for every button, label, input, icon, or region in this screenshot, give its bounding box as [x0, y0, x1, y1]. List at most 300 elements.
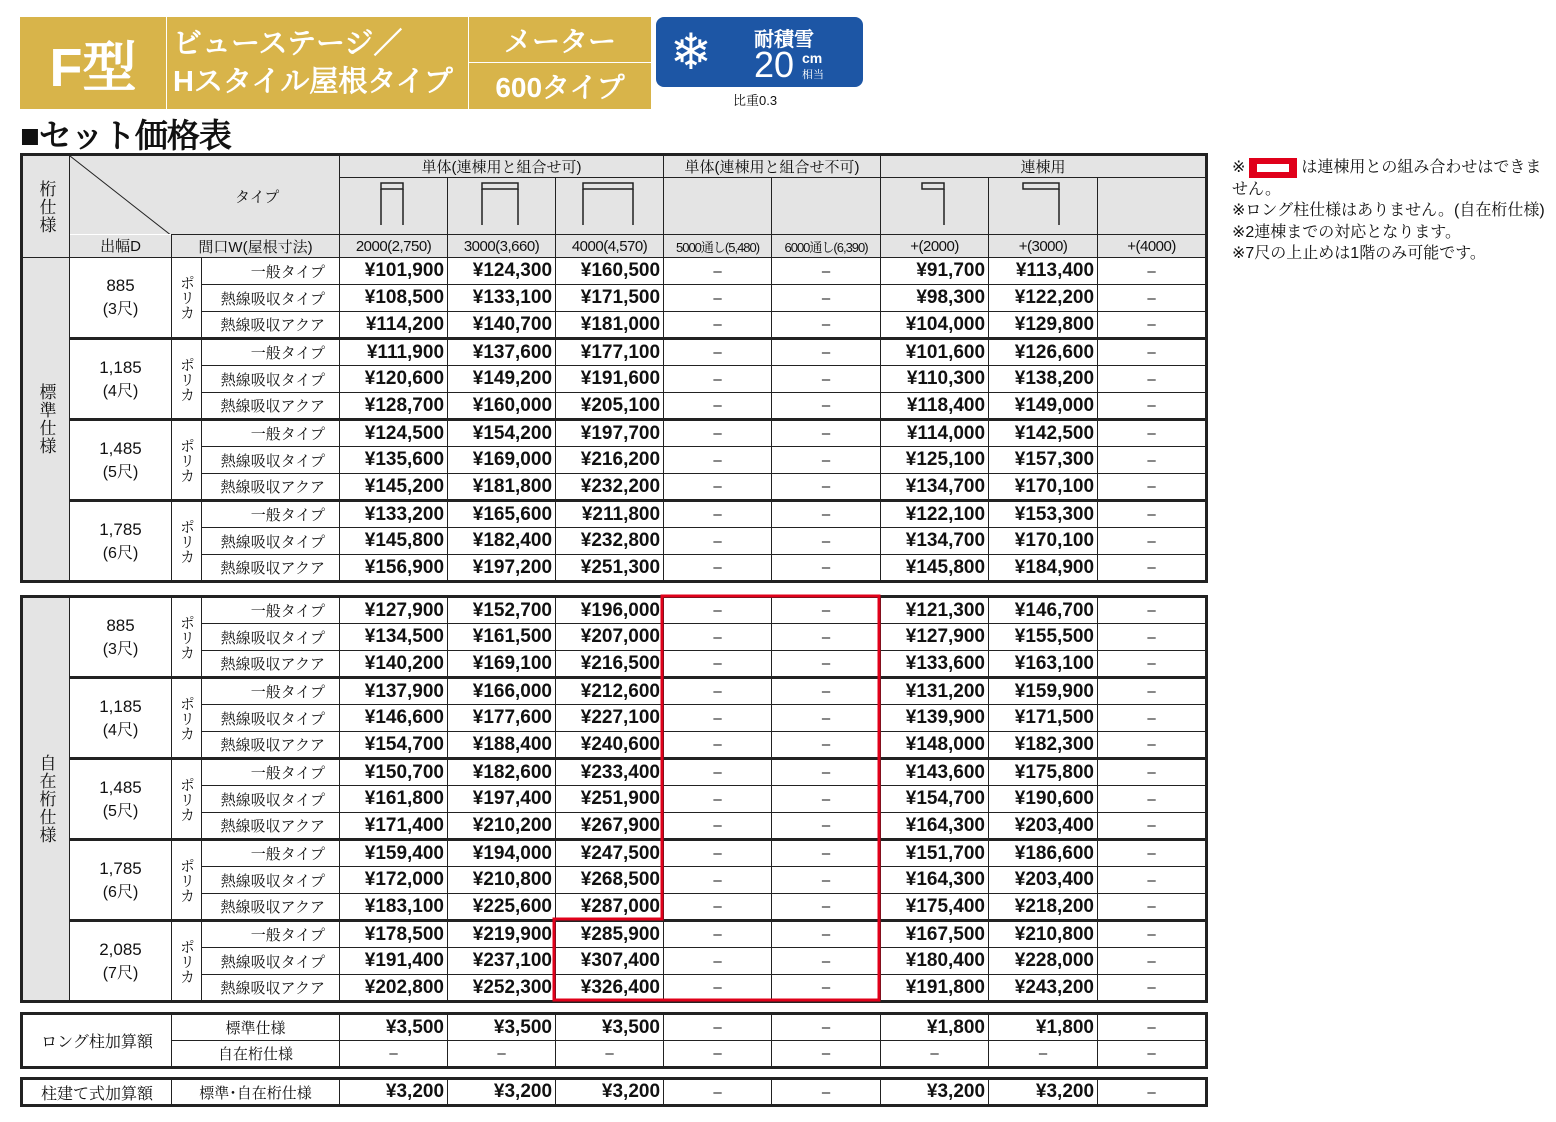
depth-shaku: (7尺) [102, 964, 139, 982]
price-cell: ¥203,400 [989, 813, 1098, 840]
price-cell: – [772, 759, 881, 786]
price-cell: ¥114,000 [881, 420, 989, 447]
price-cell: – [1098, 867, 1207, 894]
note-1: ※ は連棟用との組み合わせはできません。 [1232, 159, 1542, 198]
price-cell: ¥207,000 [556, 624, 664, 651]
price-cell: ¥170,100 [989, 528, 1098, 555]
depth-cell [70, 597, 172, 678]
material-label: ポリカ [172, 258, 202, 339]
price-cell: – [772, 921, 881, 948]
table-row [22, 597, 1207, 624]
price-cell: ¥146,600 [340, 705, 448, 732]
price-cell: ¥182,600 [448, 759, 556, 786]
price-cell: – [664, 651, 772, 678]
price-cell: ¥146,700 [989, 597, 1098, 624]
price-cell: ¥1,800 [989, 1014, 1098, 1041]
table-row [22, 339, 1207, 366]
price-cell: ¥142,500 [989, 420, 1098, 447]
price-cell: – [772, 867, 881, 894]
roof-type-label: 一般タイプ [202, 759, 340, 786]
price-cell: ¥159,900 [989, 678, 1098, 705]
depth-cell [70, 840, 172, 921]
price-cell: – [664, 867, 772, 894]
price-cell: – [772, 285, 881, 312]
price-cell: ¥152,700 [448, 597, 556, 624]
price-cell: – [772, 651, 881, 678]
material-label: ポリカ [172, 339, 202, 420]
price-cell: ¥111,900 [340, 339, 448, 366]
price-cell: ¥172,000 [340, 867, 448, 894]
price-cell: – [772, 501, 881, 528]
price-cell: ¥211,800 [556, 501, 664, 528]
price-cell: ¥237,100 [448, 948, 556, 975]
section-title: ■セット価格表 [20, 117, 231, 154]
price-cell: ¥125,100 [881, 447, 989, 474]
size-header: 2000(2,750) [340, 235, 448, 258]
price-cell: ¥175,800 [989, 759, 1098, 786]
price-cell: – [664, 921, 772, 948]
price-cell: – [664, 312, 772, 339]
price-cell: ¥3,200 [448, 1079, 556, 1106]
price-cell: ¥127,900 [881, 624, 989, 651]
note-2: ※ロング柱仕様はありません。(自在桁仕様) [1232, 202, 1545, 219]
price-cell: ¥118,400 [881, 393, 989, 420]
price-cell: ¥182,400 [448, 528, 556, 555]
depth-shaku: (5尺) [102, 802, 139, 820]
price-cell: ¥3,500 [340, 1014, 448, 1041]
price-cell: – [772, 1041, 881, 1068]
price-cell: ¥149,000 [989, 393, 1098, 420]
roof-type-label: 熱線吸収タイプ [202, 447, 340, 474]
price-cell: – [772, 528, 881, 555]
roof-type-label: 一般タイプ [202, 840, 340, 867]
price-cell: ¥133,600 [881, 651, 989, 678]
price-cell: ¥149,200 [448, 366, 556, 393]
price-cell: ¥251,900 [556, 786, 664, 813]
price-cell: ¥181,000 [556, 312, 664, 339]
price-cell: ¥181,800 [448, 474, 556, 501]
depth-cell [70, 339, 172, 420]
price-cell: ¥177,100 [556, 339, 664, 366]
group-header-single-not-combinable: 単体(連棟用と組合せ不可) [664, 155, 881, 178]
price-cell: ¥154,700 [340, 732, 448, 759]
price-cell: – [772, 447, 881, 474]
price-cell: – [1098, 285, 1207, 312]
roof-type-label: 熱線吸収タイプ [202, 366, 340, 393]
price-cell: ¥145,200 [340, 474, 448, 501]
roof-type-label: 一般タイプ [202, 258, 340, 285]
price-cell: ¥145,800 [340, 528, 448, 555]
roof-type-label: 一般タイプ [202, 678, 340, 705]
price-cell: – [772, 555, 881, 582]
price-cell: ¥154,700 [881, 786, 989, 813]
price-cell: ¥170,100 [989, 474, 1098, 501]
price-cell: – [772, 840, 881, 867]
price-cell: – [772, 732, 881, 759]
material-label: ポリカ [172, 501, 202, 582]
price-cell: – [1098, 786, 1207, 813]
price-cell: ¥232,200 [556, 474, 664, 501]
price-cell: ¥219,900 [448, 921, 556, 948]
price-cell: ¥202,800 [340, 975, 448, 1002]
roof-type-label: 熱線吸収タイプ [202, 285, 340, 312]
price-cell: ¥178,500 [340, 921, 448, 948]
type-label [469, 17, 651, 109]
price-cell: ¥140,700 [448, 312, 556, 339]
price-cell: ¥216,200 [556, 447, 664, 474]
red-box-legend [1249, 158, 1297, 178]
price-cell: ¥154,200 [448, 420, 556, 447]
price-cell: ¥145,800 [881, 555, 989, 582]
table-row [22, 921, 1207, 948]
roof-type-label: 熱線吸収アクア [202, 312, 340, 339]
price-cell: – [772, 1014, 881, 1041]
series-name [167, 17, 468, 109]
price-cell: ¥285,900 [556, 921, 664, 948]
price-cell: ¥1,800 [881, 1014, 989, 1041]
price-cell: – [772, 366, 881, 393]
type-line-2: 600タイプ [495, 72, 625, 103]
price-cell: ¥122,100 [881, 501, 989, 528]
depth-value: 1,185 [99, 696, 142, 716]
price-cell: ¥126,600 [989, 339, 1098, 366]
price-cell: ¥129,800 [989, 312, 1098, 339]
price-cell: – [772, 597, 881, 624]
depth-shaku: (3尺) [102, 301, 139, 318]
roof-type-label: 一般タイプ [202, 339, 340, 366]
roof-type-label: 熱線吸収アクア [202, 894, 340, 921]
table-row [22, 759, 1207, 786]
price-cell: ¥151,700 [881, 840, 989, 867]
size-header: +(3000) [989, 235, 1098, 258]
size-header: 6000通し(6,390) [772, 235, 881, 258]
frame-2000-icon [340, 178, 448, 235]
price-cell: ¥165,600 [448, 501, 556, 528]
price-cell: – [1098, 366, 1207, 393]
price-cell: – [1098, 732, 1207, 759]
type-label: タイプ [235, 189, 280, 206]
connect-2000-icon [881, 178, 989, 235]
depth-header: 出幅D [70, 235, 172, 258]
long-pillar-table [20, 1012, 1208, 1069]
price-cell: ¥133,200 [340, 501, 448, 528]
roof-type-label: 熱線吸収アクア [202, 474, 340, 501]
price-cell: ¥212,600 [556, 678, 664, 705]
price-cell: – [1098, 528, 1207, 555]
price-cell: ¥167,500 [881, 921, 989, 948]
price-table-standard [20, 153, 1208, 583]
price-cell: – [664, 786, 772, 813]
price-cell: – [664, 840, 772, 867]
price-cell: – [664, 555, 772, 582]
depth-shaku: (6尺) [102, 544, 139, 562]
price-cell: – [1098, 393, 1207, 420]
price-cell: – [989, 1041, 1098, 1068]
price-cell: ¥182,300 [989, 732, 1098, 759]
roof-type-label: 熱線吸収タイプ [202, 948, 340, 975]
snow-unit-note: 相当 [802, 69, 824, 81]
frame-4000-icon [556, 178, 664, 235]
table-row [22, 420, 1207, 447]
price-cell: ¥164,300 [881, 867, 989, 894]
price-cell: ¥3,200 [556, 1079, 664, 1106]
price-cell: ¥137,600 [448, 339, 556, 366]
price-cell: – [664, 447, 772, 474]
price-cell: ¥197,200 [448, 555, 556, 582]
price-cell: – [664, 285, 772, 312]
price-cell: ¥155,500 [989, 624, 1098, 651]
price-cell: ¥153,300 [989, 501, 1098, 528]
price-cell: ¥3,200 [989, 1079, 1098, 1106]
price-cell: ¥137,900 [340, 678, 448, 705]
price-cell: – [772, 894, 881, 921]
price-cell: – [772, 312, 881, 339]
price-cell: ¥135,600 [340, 447, 448, 474]
price-cell: – [664, 1041, 772, 1068]
price-cell: – [1098, 597, 1207, 624]
material-label: ポリカ [172, 678, 202, 759]
price-cell: ¥3,500 [448, 1014, 556, 1041]
price-cell: ¥177,600 [448, 705, 556, 732]
price-cell: ¥91,700 [881, 258, 989, 285]
price-cell: – [772, 678, 881, 705]
price-cell: ¥188,400 [448, 732, 556, 759]
price-cell: – [1098, 705, 1207, 732]
price-cell: ¥3,200 [340, 1079, 448, 1106]
price-cell: ¥184,900 [989, 555, 1098, 582]
roof-type-label: 熱線吸収アクア [202, 732, 340, 759]
price-cell: ¥134,700 [881, 474, 989, 501]
price-cell: – [1098, 921, 1207, 948]
material-label: ポリカ [172, 921, 202, 1002]
price-cell: – [664, 732, 772, 759]
price-cell: – [664, 393, 772, 420]
roof-type-label: 熱線吸収アクア [202, 393, 340, 420]
price-cell: ¥243,200 [989, 975, 1098, 1002]
series-line-2: Hスタイル屋根タイプ [173, 66, 453, 98]
price-cell: – [1098, 624, 1207, 651]
note-3: ※2連棟までの対応となります。 [1232, 223, 1462, 241]
size-header: +(2000) [881, 235, 989, 258]
connect-3000-icon [989, 178, 1098, 235]
beam-spec-label: 自在桁仕様 [22, 597, 70, 1002]
price-cell: ¥110,300 [881, 366, 989, 393]
series-line-1: ビューステージ／ [173, 28, 403, 60]
price-cell: – [664, 528, 772, 555]
price-cell: ¥251,300 [556, 555, 664, 582]
price-cell: ¥163,100 [989, 651, 1098, 678]
table-row [22, 1079, 1207, 1106]
price-cell: – [664, 813, 772, 840]
price-cell: ¥122,200 [989, 285, 1098, 312]
price-cell: – [1098, 501, 1207, 528]
price-cell: – [664, 420, 772, 447]
model-label: F型 [20, 17, 166, 109]
price-cell: – [664, 474, 772, 501]
price-cell: ¥210,800 [448, 867, 556, 894]
group-header-single-combinable: 単体(連棟用と組合せ可) [340, 155, 664, 178]
depth-value: 1,185 [99, 357, 142, 377]
depth-value: 1,485 [99, 777, 142, 797]
price-cell: ¥210,200 [448, 813, 556, 840]
price-cell: – [664, 366, 772, 393]
price-cell: – [772, 339, 881, 366]
price-cell: ¥240,600 [556, 732, 664, 759]
snow-unit: cm [802, 50, 823, 66]
spec-label: 標準仕様 [172, 1014, 340, 1041]
depth-cell [70, 759, 172, 840]
price-cell: – [664, 705, 772, 732]
price-cell: – [664, 975, 772, 1002]
price-cell: ¥191,800 [881, 975, 989, 1002]
price-cell: ¥183,100 [340, 894, 448, 921]
price-cell: – [772, 975, 881, 1002]
price-cell: ¥171,500 [556, 285, 664, 312]
price-cell: ¥113,400 [989, 258, 1098, 285]
price-cell: ¥150,700 [340, 759, 448, 786]
price-cell: – [772, 258, 881, 285]
price-cell: – [772, 474, 881, 501]
price-cell: – [664, 894, 772, 921]
price-cell: ¥127,900 [340, 597, 448, 624]
roof-type-label: 熱線吸収タイプ [202, 867, 340, 894]
price-cell: ¥140,200 [340, 651, 448, 678]
price-cell: ¥121,300 [881, 597, 989, 624]
price-table-free-beam [20, 595, 1208, 1003]
material-label: ポリカ [172, 597, 202, 678]
snow-load-badge [656, 17, 863, 87]
depth-shaku: (3尺) [102, 640, 139, 658]
material-label: ポリカ [172, 420, 202, 501]
price-cell: ¥218,200 [989, 894, 1098, 921]
price-cell: ¥225,600 [448, 894, 556, 921]
size-header: 3000(3,660) [448, 235, 556, 258]
roof-type-label: 熱線吸収アクア [202, 813, 340, 840]
price-cell: ¥114,200 [340, 312, 448, 339]
size-header: +(4000) [1098, 235, 1207, 258]
price-cell: – [1098, 1014, 1207, 1041]
price-cell: ¥124,300 [448, 258, 556, 285]
beam-spec-header: 桁仕様 [22, 155, 70, 258]
depth-value: 885 [106, 276, 135, 295]
roof-type-label: 一般タイプ [202, 597, 340, 624]
depth-value: 1,785 [99, 519, 142, 539]
price-cell: – [664, 597, 772, 624]
price-cell: ¥160,500 [556, 258, 664, 285]
price-cell: – [772, 813, 881, 840]
size-header: 5000通し(5,480) [664, 235, 772, 258]
price-cell: ¥194,000 [448, 840, 556, 867]
price-cell: ¥124,500 [340, 420, 448, 447]
pillar-standing-table [20, 1077, 1208, 1107]
price-cell: ¥160,000 [448, 393, 556, 420]
price-cell: ¥203,400 [989, 867, 1098, 894]
icon-cell-empty [772, 178, 881, 235]
roof-type-label: 熱線吸収タイプ [202, 528, 340, 555]
price-cell: ¥232,800 [556, 528, 664, 555]
price-cell: ¥98,300 [881, 285, 989, 312]
price-cell: ¥101,600 [881, 339, 989, 366]
price-cell: ¥166,000 [448, 678, 556, 705]
roof-type-label: 熱線吸収タイプ [202, 624, 340, 651]
roof-type-label: 熱線吸収タイプ [202, 705, 340, 732]
price-cell: ¥148,000 [881, 732, 989, 759]
price-cell: – [664, 339, 772, 366]
price-cell: ¥159,400 [340, 840, 448, 867]
price-cell: ¥128,700 [340, 393, 448, 420]
price-cell: ¥134,700 [881, 528, 989, 555]
price-cell: – [772, 393, 881, 420]
price-cell: – [1098, 813, 1207, 840]
price-cell: – [1098, 420, 1207, 447]
notes [1232, 157, 1552, 265]
icon-cell-empty [664, 178, 772, 235]
depth-shaku: (6尺) [102, 883, 139, 901]
price-cell: ¥157,300 [989, 447, 1098, 474]
price-cell: – [1098, 894, 1207, 921]
depth-shaku: (5尺) [102, 463, 139, 481]
group-header-connected: 連棟用 [881, 155, 1207, 178]
material-label: ポリカ [172, 759, 202, 840]
price-cell: ¥131,200 [881, 678, 989, 705]
price-cell: ¥247,500 [556, 840, 664, 867]
price-cell: ¥190,600 [989, 786, 1098, 813]
price-cell: ¥205,100 [556, 393, 664, 420]
roof-type-label: 一般タイプ [202, 501, 340, 528]
price-cell: – [1098, 447, 1207, 474]
depth-value: 1,785 [99, 858, 142, 878]
table-row [22, 1014, 1207, 1041]
price-cell: ¥169,000 [448, 447, 556, 474]
price-cell: – [1098, 1079, 1207, 1106]
price-cell: – [1098, 339, 1207, 366]
depth-cell [70, 420, 172, 501]
icon-cell-empty [1098, 178, 1207, 235]
price-cell: – [772, 705, 881, 732]
price-cell: ¥216,500 [556, 651, 664, 678]
price-cell: – [1098, 651, 1207, 678]
price-cell: – [1098, 312, 1207, 339]
depth-cell [70, 258, 172, 339]
material-label: ポリカ [172, 840, 202, 921]
roof-type-label: 一般タイプ [202, 921, 340, 948]
depth-value: 885 [106, 615, 135, 635]
price-cell: – [664, 678, 772, 705]
table-row [22, 258, 1207, 285]
diagonal-line [70, 156, 340, 235]
pillar-standing-label: 柱建て式加算額 [22, 1079, 172, 1106]
price-cell: ¥134,500 [340, 624, 448, 651]
snowflake-icon: ❄ [670, 24, 712, 80]
price-cell: – [1098, 1041, 1207, 1068]
long-pillar-label: ロング柱加算額 [22, 1014, 172, 1068]
price-cell: ¥287,000 [556, 894, 664, 921]
price-cell: ¥161,500 [448, 624, 556, 651]
price-cell: ¥196,000 [556, 597, 664, 624]
price-cell: ¥101,900 [340, 258, 448, 285]
type-header [70, 155, 340, 235]
price-cell: ¥228,000 [989, 948, 1098, 975]
price-cell: – [448, 1041, 556, 1068]
price-cell: ¥186,600 [989, 840, 1098, 867]
price-cell: – [772, 624, 881, 651]
beam-spec-label: 標準仕様 [22, 258, 70, 582]
roof-type-label: 熱線吸収アクア [202, 975, 340, 1002]
price-cell: ¥169,100 [448, 651, 556, 678]
price-cell: – [1098, 975, 1207, 1002]
price-cell: – [664, 948, 772, 975]
frame-3000-icon [448, 178, 556, 235]
